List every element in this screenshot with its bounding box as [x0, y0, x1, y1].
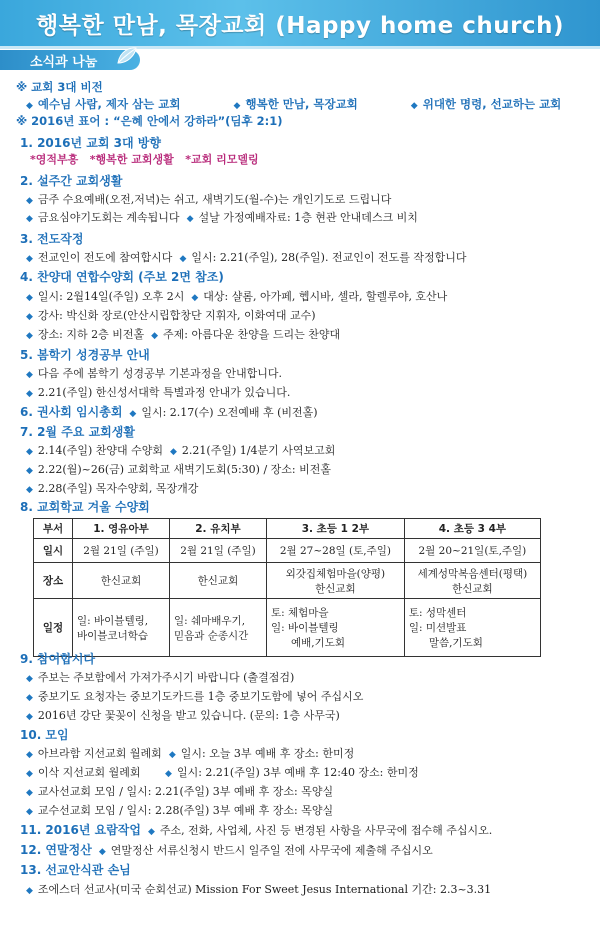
s9-line2: ◆ 중보기도 요청자는 중보기도카드를 1층 중보기도함에 넣어 주십시오: [26, 690, 364, 703]
s5-title: 5. 봄학기 성경공부 안내: [20, 348, 150, 362]
s8-title: 8. 교회학교 겨울 수양회: [20, 500, 150, 514]
s10-line4: ◆ 교수선교회 모임 / 일시: 2.28(주일) 3부 예배 후 장소: 목양실: [26, 804, 334, 817]
s7-line3: ◆ 2.28(주일) 목자수양회, 목장개강: [26, 482, 199, 495]
s4-title: 4. 찬양대 연합수양회 (주보 2면 참조): [20, 270, 224, 284]
table-cell: 세계성막복음센터(평택) 한신교회: [404, 563, 540, 599]
s7-title: 7. 2월 주요 교회생활: [20, 425, 135, 439]
table-row: [34, 599, 541, 657]
s5-line2: ◆ 2.21(주일) 한신성서대학 특별과정 안내가 있습니다.: [26, 386, 291, 399]
vision-list: [26, 97, 561, 113]
table-header: 4. 초등 3 4부: [404, 519, 540, 539]
table-header-row: [34, 519, 541, 539]
vision-item: 위대한 명령, 선교하는 교회: [422, 97, 562, 111]
s10-line1: ◆ 아브라함 지선교회 월례회 ◆ 일시: 오늘 3부 예배 후 장소: 한미정: [26, 747, 355, 760]
table-header: 부서: [34, 519, 73, 539]
s1-item: *교회 리모델링: [185, 153, 259, 166]
s7-line1: ◆ 2.14(주일) 찬양대 수양회 ◆ 2.21(주일) 1/4분기 사역보고회: [26, 444, 336, 457]
s10-line3: ◆ 교사선교회 모임 / 일시: 2.21(주일) 3부 예배 후 장소: 목양실: [26, 785, 334, 798]
s4-line3: ◆ 장소: 지하 2층 비전홀 ◆ 주제: 아름다운 찬양을 드리는 찬양대: [26, 328, 341, 341]
s1-items: [30, 153, 259, 167]
s10-title: 10. 모임: [20, 728, 69, 742]
table-cell: 일: 쉐마배우기, 믿음과 순종시간: [169, 599, 266, 657]
church-title: 행복한 만남, 목장교회 (Happy home church): [36, 13, 564, 39]
row-label: 일정: [34, 599, 73, 657]
header-banner: [0, 0, 600, 49]
s11-title: 11. 2016년 요람작업: [20, 823, 141, 837]
camp-table: [33, 518, 541, 657]
s2-line2: ◆ 금요심야기도회는 계속됩니다 ◆ 설날 가정예배자료: 1층 현관 안내데스크 비치: [26, 211, 418, 224]
s4-line2: ◆ 강사: 박신화 장로(안산시립합창단 지휘자, 이화여대 교수): [26, 309, 316, 322]
table-row: [34, 563, 541, 599]
s9-line1: ◆ 주보는 주보함에서 가져가주시기 바랍니다 (출결점검): [26, 671, 295, 684]
s12-title: 12. 연말정산: [20, 843, 92, 857]
table-cell: 일: 바이블텔링, 바이블코너학습: [73, 599, 170, 657]
vision-item: 행복한 만남, 목장교회: [245, 97, 358, 111]
table-cell: 2월 20~21일(토,주일): [404, 539, 540, 563]
s9-title: 9. 참여합시다: [20, 652, 96, 666]
s1-title: 1. 2016년 교회 3대 방향: [20, 136, 161, 150]
diamond-icon: ◆: [233, 101, 241, 111]
s11-row: 11. 2016년 요람작업 ◆ 주소, 전화, 사업체, 사진 등 변경된 사항을 사무국에 접수해 주십시오.: [20, 823, 493, 837]
s1-item: *행복한 교회생활: [89, 153, 174, 166]
table-cell: 2월 21일 (주일): [169, 539, 266, 563]
s13-line1: ◆ 조에스더 선교사(미국 순회선교) Mission For Sweet Jesus International 기간: 2.3~3.31: [26, 883, 492, 896]
s9-line3: ◆ 2016년 강단 꽃꽂이 신청을 받고 있습니다. (문의: 1층 사무국): [26, 709, 340, 722]
s4-line1: ◆ 일시: 2월14일(주일) 오후 2시 ◆ 대상: 샬롬, 아가페, 헵시바, 셀라, 할렐루야, 호산나: [26, 290, 448, 303]
s2-title: 2. 설주간 교회생활: [20, 174, 123, 188]
table-cell: 토: 체험마을 일: 바이블텔링 예배,기도회: [266, 599, 404, 657]
diamond-icon: ◆: [26, 101, 33, 111]
table-cell: 토: 성막센터 일: 미션발표 말씀,기도회: [404, 599, 540, 657]
leaf-icon: [116, 45, 138, 67]
s5-line1: ◆ 다음 주에 봄학기 성경공부 기본과정을 안내합니다.: [26, 367, 283, 380]
vision-title: ※ 교회 3대 비전: [16, 80, 103, 94]
year-motto: ※ 2016년 표어 : “은혜 안에서 강하라”(딤후 2:1): [16, 114, 283, 128]
table-cell: 한신교회: [73, 563, 170, 599]
table-cell: 외갓집체험마을(양평) 한신교회: [266, 563, 404, 599]
s12-row: 12. 연말정산 ◆ 연말정산 서류신청시 반드시 일주일 전에 사무국에 제출해 주십시오: [20, 843, 433, 857]
diamond-icon: ◆: [410, 101, 418, 111]
table-cell: 한신교회: [169, 563, 266, 599]
table-header: 1. 영유아부: [73, 519, 170, 539]
s13-title: 13. 선교안식관 손님: [20, 863, 131, 877]
table-header: 2. 유치부: [169, 519, 266, 539]
table-row: [34, 539, 541, 563]
vision-item: 예수님 사람, 제자 삼는 교회: [37, 97, 181, 111]
row-label: 일시: [34, 539, 73, 563]
table-cell: 2월 21일 (주일): [73, 539, 170, 563]
table-cell: 2월 27~28일 (토,주일): [266, 539, 404, 563]
s3-line1: ◆ 전교인이 전도에 참여합시다 ◆ 일시: 2.21(주일), 28(주일). 전교인이 전도를 작정합니다: [26, 251, 467, 264]
s10-line2: ◆ 이삭 지선교회 월례회 ◆ 일시: 2.21(주일) 3부 예배 후 12:40 장소: 한미정: [26, 766, 419, 779]
s2-line1: ◆ 금주 수요예배(오전,저녁)는 쉬고, 새벽기도(월-수)는 개인기도로 드립니다: [26, 193, 392, 206]
s6-row: 6. 권사회 임시총회 ◆ 일시: 2.17(수) 오전예배 후 (비전홀): [20, 405, 318, 419]
s3-title: 3. 전도작정: [20, 232, 84, 246]
row-label: 장소: [34, 563, 73, 599]
s7-line2: ◆ 2.22(월)~26(금) 교회학교 새벽기도회(5:30) / 장소: 비전홀: [26, 463, 331, 476]
s1-item: *영적부흥: [30, 153, 79, 166]
section-tag-label: 소식과 나눔: [30, 55, 98, 70]
table-header: 3. 초등 1 2부: [266, 519, 404, 539]
s6-title: 6. 권사회 임시총회: [20, 405, 123, 419]
